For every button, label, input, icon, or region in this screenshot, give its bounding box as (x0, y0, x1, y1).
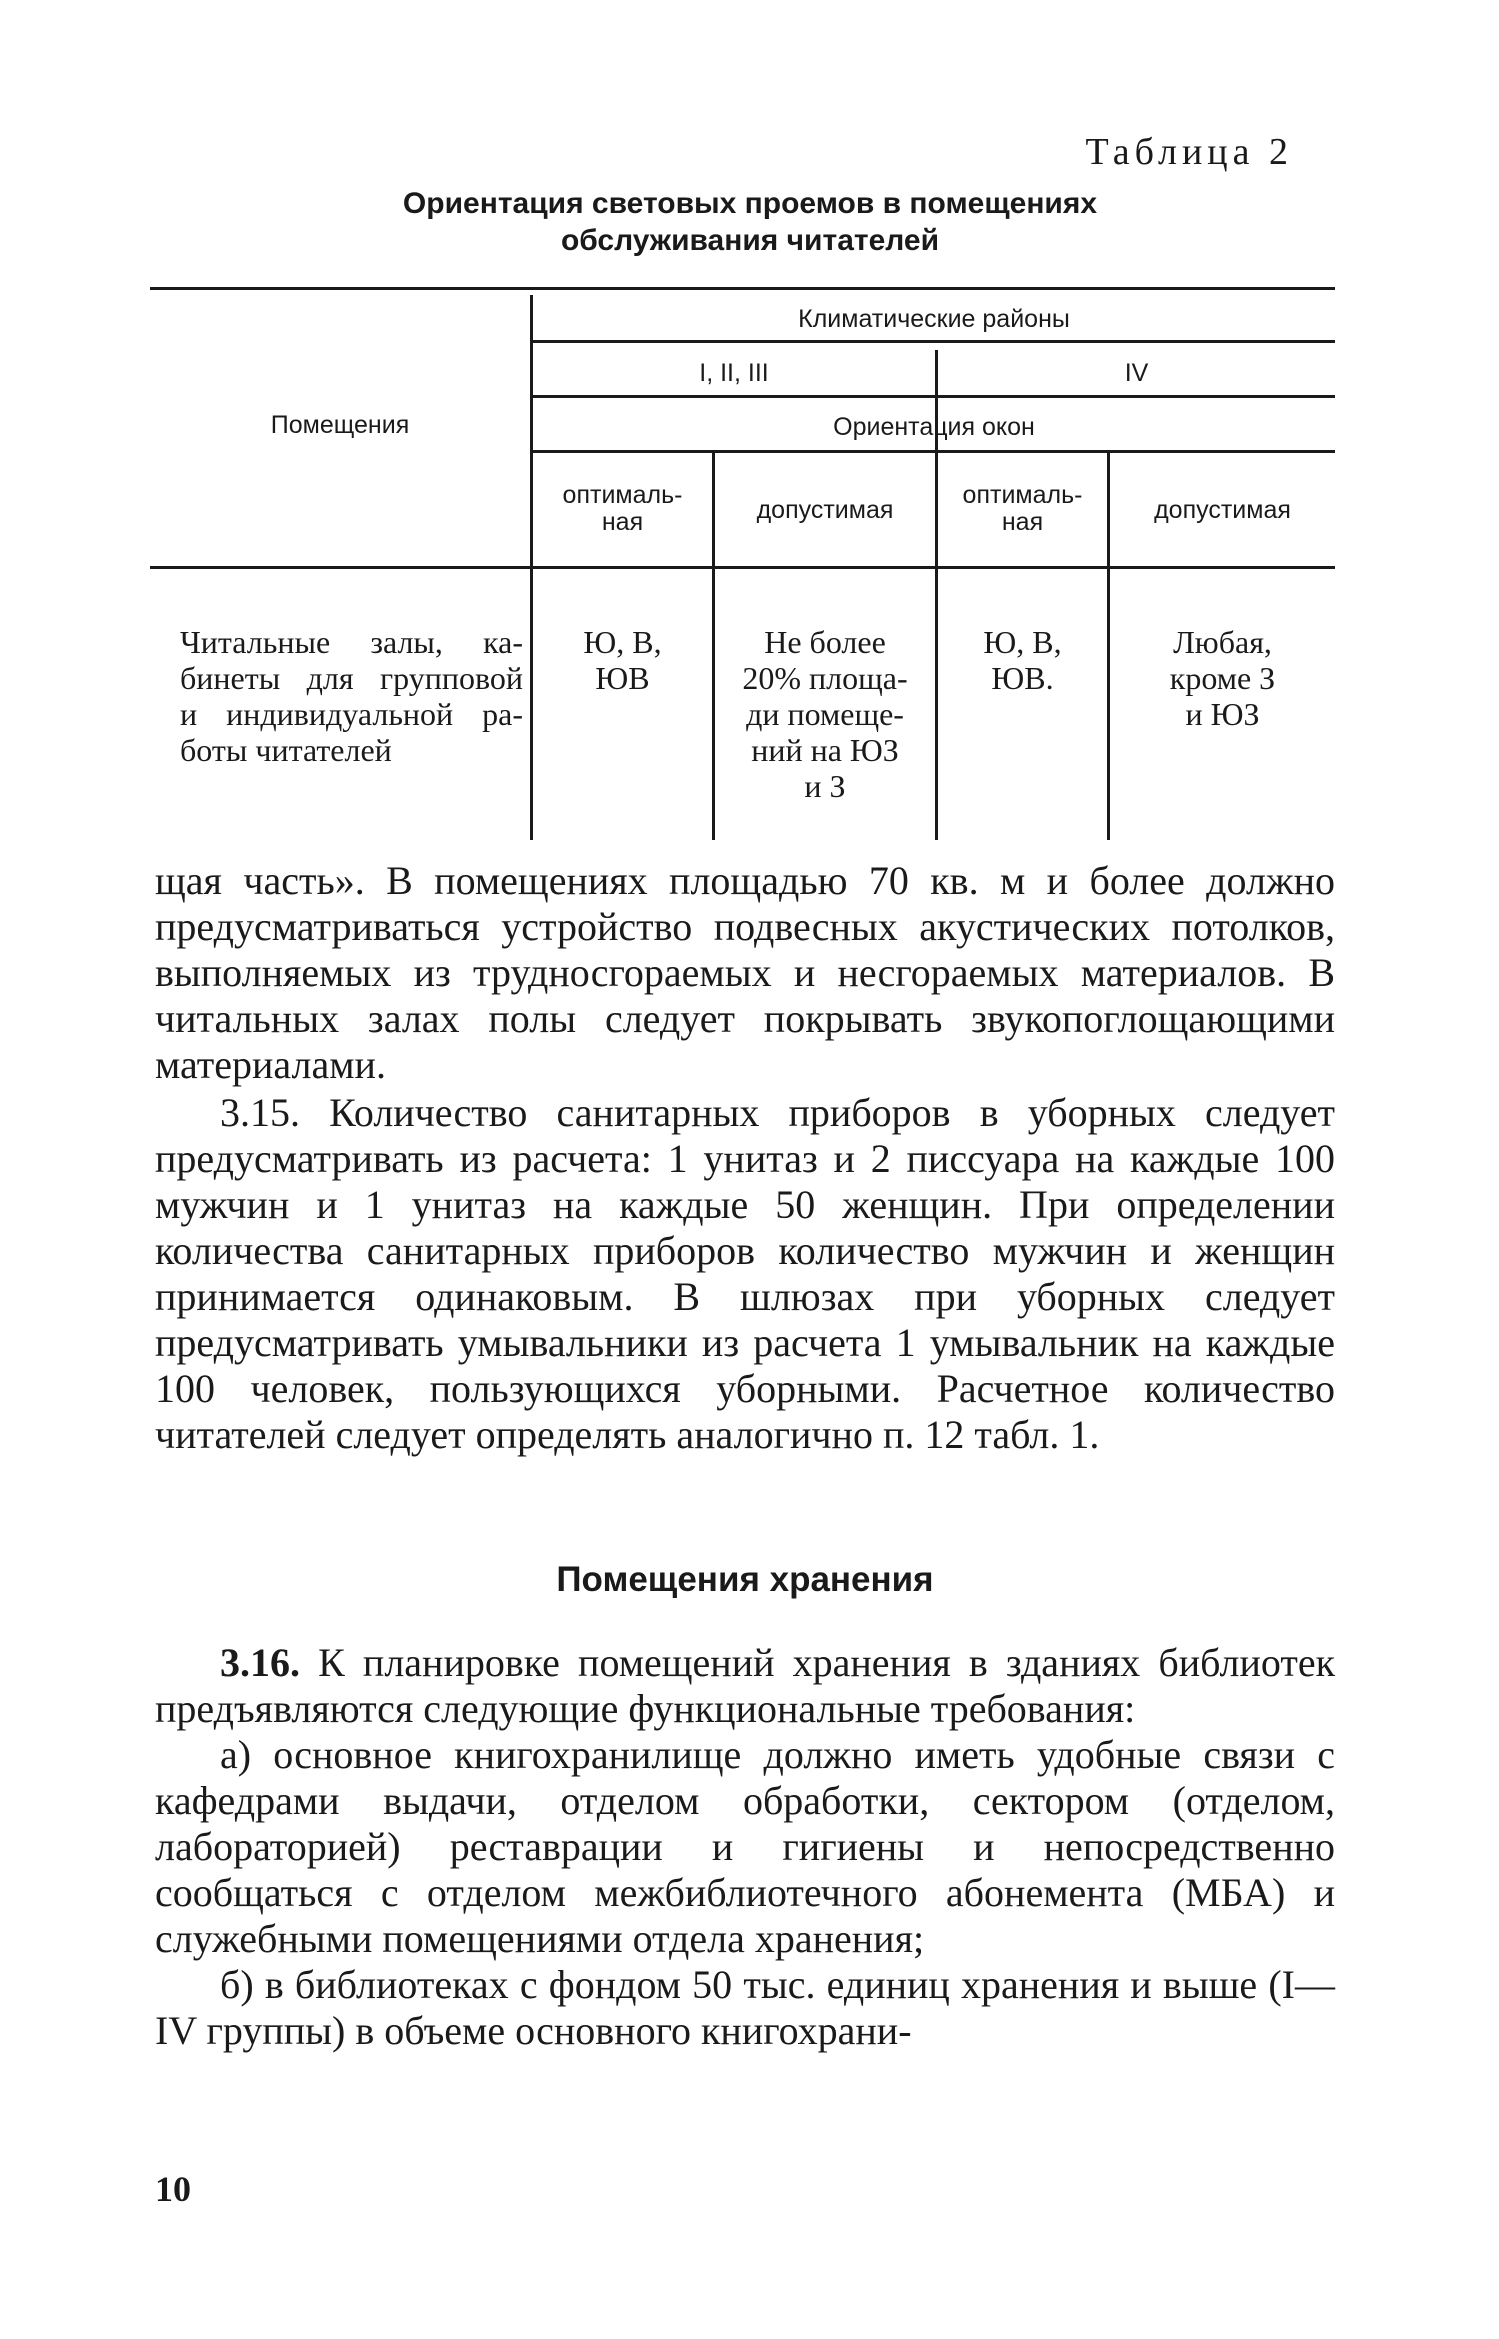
paragraph-text (155, 1090, 1335, 1458)
cell-line: Любая, (1173, 624, 1272, 660)
table-header-rule (150, 566, 1335, 569)
cell-line: ний на ЮЗ (751, 732, 899, 768)
cell-line: ЮВ. (991, 660, 1054, 696)
header-region-group-2: IV (1124, 359, 1149, 387)
header-region-group-1: I, II, III (699, 359, 769, 387)
paragraph-text (155, 1640, 1335, 1732)
paragraph-number: 3.16. (220, 1640, 300, 1685)
section-heading: Помещения хранения (556, 1560, 934, 1599)
caption-line-2: обслуживания читателей (560, 224, 940, 257)
cell-permissible-1 (715, 624, 935, 804)
cell-line: кроме З (1169, 660, 1276, 696)
header-permissible-2: допустимая (1154, 496, 1291, 524)
cell-line: Не более (764, 624, 886, 660)
cell-room-line: Читальные залы, ка- (180, 624, 523, 660)
paragraph-3-16 (155, 1640, 1335, 2054)
header-permissible-1: допустимая (756, 496, 894, 524)
table-caption (260, 185, 1240, 259)
cell-line: Ю, В, (983, 624, 1062, 660)
paragraph-3-15 (155, 1090, 1335, 1458)
header-optimal-1: оптималь- ная (562, 481, 683, 536)
header-window-orientation: Ориентация окон (833, 413, 1035, 441)
cell-room-name (180, 624, 523, 768)
caption-line-1: Ориентация световых проемов в помещениях (402, 187, 1098, 220)
rule-under-region-groups (532, 395, 1335, 398)
list-item-b: б) в библиотеках с фондом 50 тыс. единиц хранения и выше (I—IV группы) в объеме основного книгохрани- (155, 1962, 1335, 2053)
cell-line: Ю, В, (583, 624, 662, 660)
cell-line: и З (804, 768, 846, 804)
page-number: 10 (155, 2169, 191, 2209)
rule-under-orientation (532, 450, 1335, 453)
rule-under-regions (532, 340, 1335, 343)
header-climatic-regions: Климатические районы (798, 305, 1070, 333)
cell-optimal-2 (938, 624, 1107, 696)
paragraph-body: К планировке помещений хранения в зданиях библиотек предъявляются следующие функциональные требования: (155, 1640, 1336, 1731)
cell-permissible-2 (1110, 624, 1335, 732)
cell-room-line: бинеты для групповой (180, 660, 523, 696)
table-label: Таблица 2 (1085, 131, 1293, 173)
paragraph-text: щая часть». В помещениях площадью 70 кв. м и более должно предусматриваться устройство подвесных акустических потолков, выполняемых из трудносгораемых и несгораемых материалов. В читальных залах полы следует покрывать звукопоглощающими материалами. (155, 858, 1335, 1087)
cell-line: 20% площа- (742, 660, 908, 696)
cell-optimal-1 (533, 624, 712, 696)
paragraph-number: 3.15. (220, 1090, 300, 1135)
cell-line: ЮВ (595, 660, 650, 696)
header-rooms: Помещения (270, 411, 410, 439)
table-top-rule (150, 287, 1335, 290)
header-optimal-2: оптималь- ная (962, 481, 1083, 536)
cell-room-line: боты читателей (180, 732, 392, 768)
paragraph-body: Количество санитарных приборов в уборных следует предусматривать из расчета: 1 унитаз и 2 писсуара на каждые 100 мужчин и 1 унитаз на каждые 50 женщин. При определении количества санитарных приборов количество мужчин и женщин принимается одинаковым. В шлюзах при уборных следует предусматривать умывальники из расчета 1 умывальник на каждые 100 человек, пользующихся уборными. Расчетное количество читателей следует определять аналогично п. 12 табл. 1. (155, 1090, 1335, 1457)
paragraph-continuation (155, 858, 1335, 1088)
cell-room-line: и индивидуальной ра- (180, 696, 523, 732)
list-item-a: а) основное книгохранилище должно иметь удобные связи с кафедрами выдачи, отделом обработки, сектором (отделом, лабораторией) реставрации и гигиены и непосредственно сообщаться с отделом межбиблиотечного абонемента (МБА) и служебными помещениями отдела хранения; (155, 1732, 1335, 1961)
cell-line: и ЮЗ (1185, 696, 1260, 732)
cell-line: ди помеще- (746, 696, 904, 732)
